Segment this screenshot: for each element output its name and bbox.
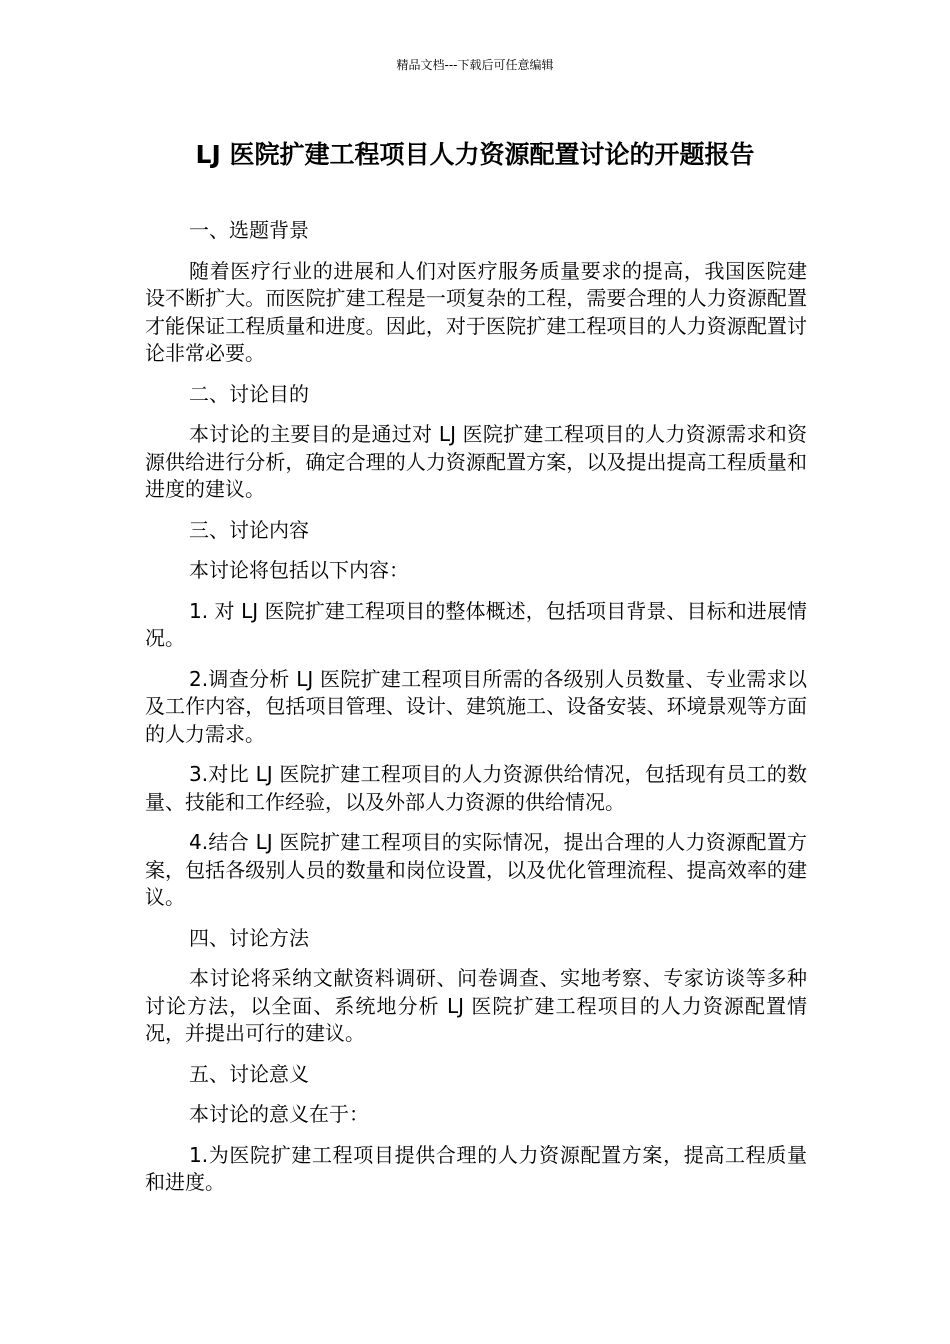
page-header: 精品文档---下载后可任意编辑	[396, 58, 554, 72]
section-heading-method: 四、讨论方法	[189, 925, 309, 950]
section-heading-background: 一、选题背景	[189, 218, 309, 242]
content-item-3: 3.对比 LJ 医院扩建工程项目的人力资源供给情况，包括现有员工的数量、技能和工作经验，以及外部人力资源的供给情况。	[145, 762, 807, 814]
paragraph-purpose: 本讨论的主要目的是通过对 LJ 医院扩建工程项目的人力资源需求和资源供给进行分析，确定合理的人力资源配置方案，以及提出提高工程质量和进度的建议。	[145, 422, 807, 501]
document-title: LJ 医院扩建工程项目人力资源配置讨论的开题报告	[195, 140, 755, 169]
document-body	[145, 217, 807, 1210]
section-heading-purpose: 二、讨论目的	[189, 381, 309, 406]
content-item-2: 2.调查分析 LJ 医院扩建工程项目所需的各级别人员数量、专业需求以及工作内容，包括项目管理、设计、建筑施工、设备安装、环境景观等方面的人力需求。	[145, 666, 807, 746]
paragraph-content-intro: 本讨论将包括以下内容：	[189, 558, 409, 582]
paragraph-significance-intro: 本讨论的意义在于：	[189, 1102, 369, 1126]
paragraph-method: 本讨论将采纳文献资料调研、问卷调查、实地考察、专家访谈等多种讨论方法，以全面、系统地分析 LJ 医院扩建工程项目的人力资源配置情况，并提出可行的建议。	[145, 966, 807, 1045]
paragraph-background: 随着医疗行业的进展和人们对医疗服务质量要求的提高，我国医院建设不断扩大。而医院扩建工程是一项复杂的工程，需要合理的人力资源配置才能保证工程质量和进度。因此，对于医院扩建工程项目的人力资源配置讨论非常必要。	[145, 258, 807, 365]
section-heading-content: 三、讨论内容	[189, 517, 309, 542]
significance-item-1: 1.为医院扩建工程项目提供合理的人力资源配置方案，提高工程质量和进度。	[145, 1142, 807, 1194]
content-item-1: 1. 对 LJ 医院扩建工程项目的整体概述，包括项目背景、目标和进展情况。	[145, 598, 807, 650]
content-item-4: 4.结合 LJ 医院扩建工程项目的实际情况，提出合理的人力资源配置方案，包括各级别人员的数量和岗位设置，以及优化管理流程、提高效率的建议。	[145, 830, 807, 909]
section-heading-significance: 五、讨论意义	[189, 1061, 309, 1086]
